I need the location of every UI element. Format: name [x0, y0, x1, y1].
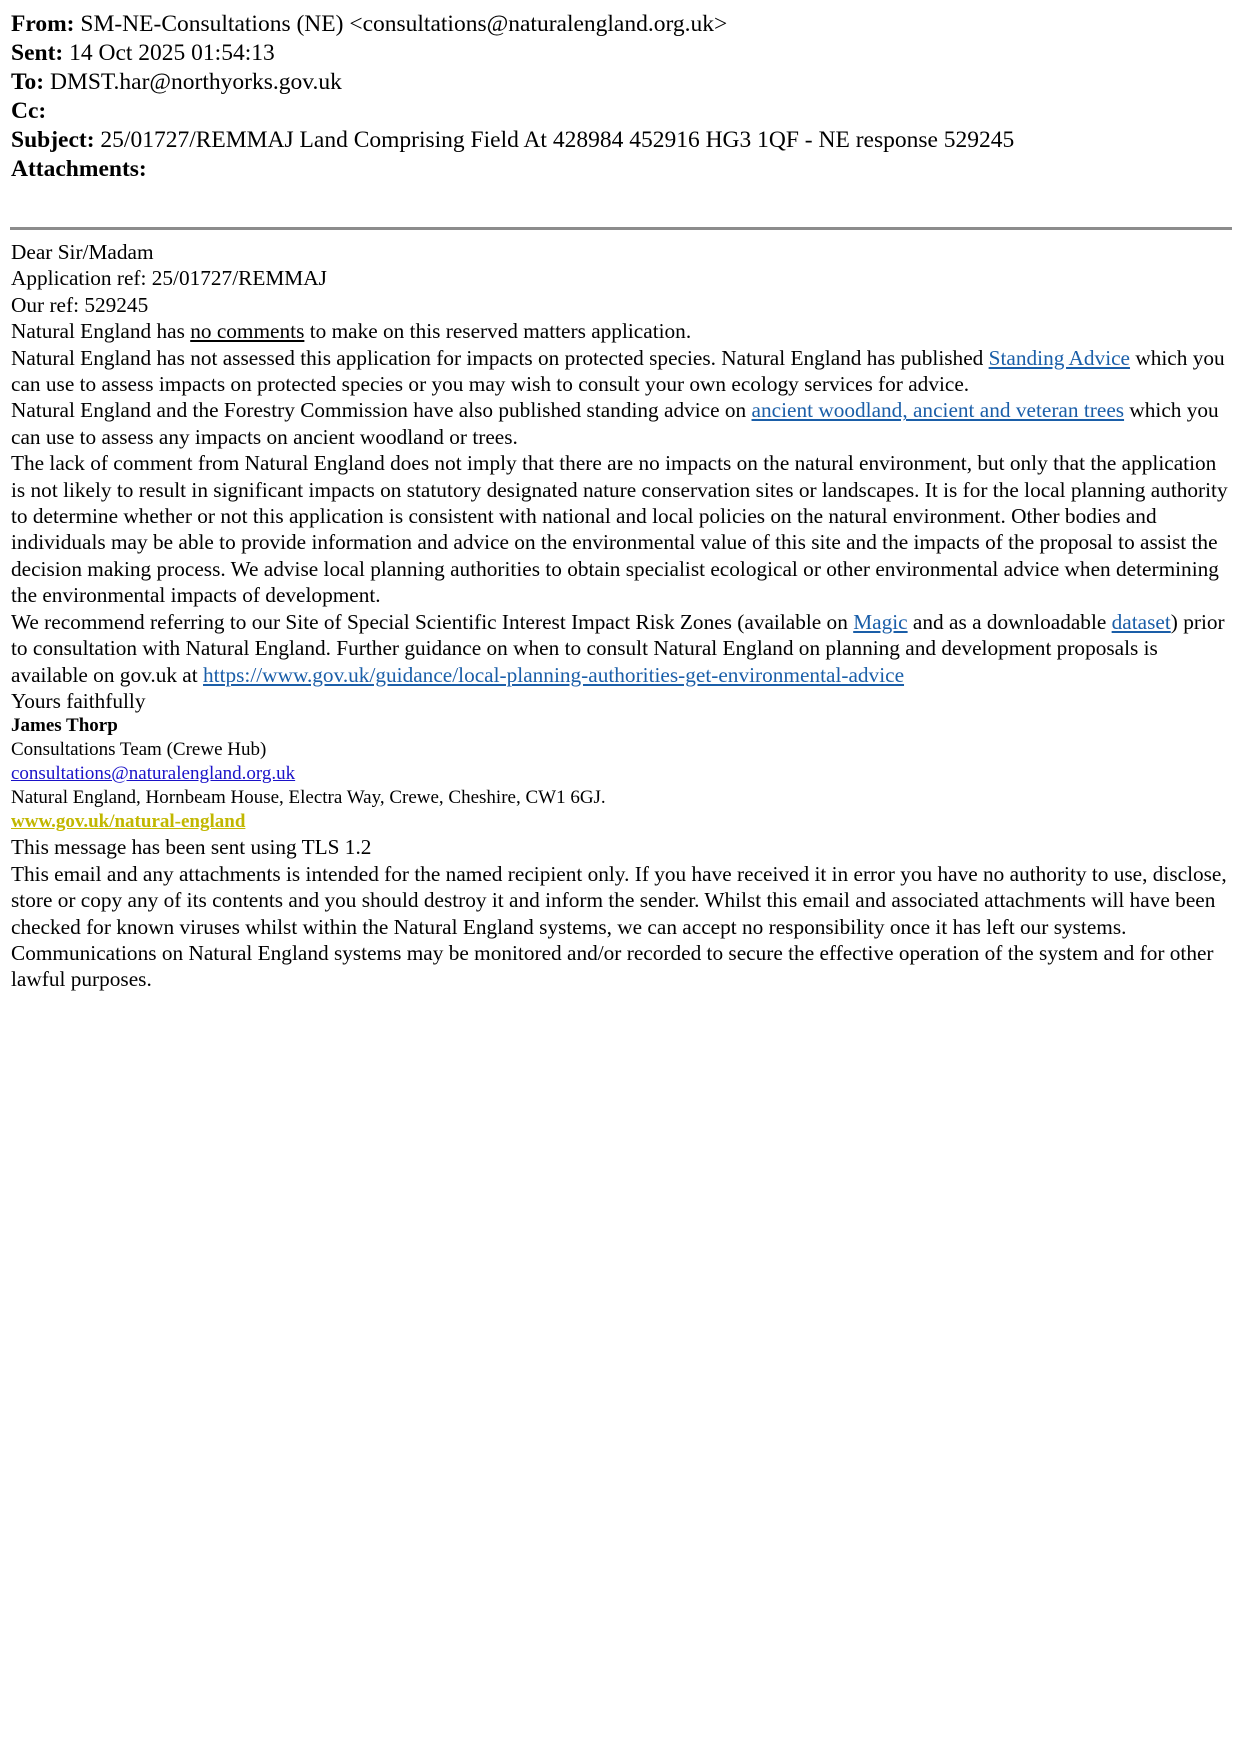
recommendation-paragraph — [11, 609, 1233, 688]
from-value: SM-NE-Consultations (NE) <consultations@naturalengland.org.uk> — [80, 11, 728, 37]
wood-text-a: Natural England and the Forestry Commission have also published standing advice on — [11, 398, 752, 423]
to-row — [11, 68, 1233, 97]
signature-team: Consultations Team (Crewe Hub) — [11, 739, 267, 761]
disclaimer: This email and any attachments is intended for the named recipient only. If you have received it in error you have no authority to use, disclose, store or copy any of its contents and you should destroy it and inform the sender. Whilst this email and associated attachments will have been checked for known viruses whilst within the Natural England systems, we can accept no responsibility once it has left our systems. Communications on Natural England systems may be monitored and/or recorded to secure the effective operation of the system and for other lawful purposes. — [11, 861, 1227, 992]
gov-guidance-link[interactable]: https://www.gov.uk/guidance/local-planning-authorities-get-environmental-advice — [203, 662, 905, 687]
no-comments-emphasis: no comments — [190, 319, 305, 344]
attachments-label: Attachments: — [11, 156, 147, 182]
cc-label: Cc: — [11, 98, 47, 124]
from-label: From: — [11, 11, 75, 37]
lack-of-comment-paragraph: The lack of comment from Natural England does not imply that there are no impacts on the natural environment, but only that the application is not likely to result in significant impacts on statutory designated nature conservation sites or landscapes. It is for the local planning authority to determine whether or not this application is consistent with national and local policies on the natural environment. Other bodies and individuals may be able to provide information and advice on the environmental value of this site and the impacts of the proposal to assist the decision making process. We advise local planning authorities to obtain specialist ecological or other environmental advice when determining the environmental impacts of development. — [11, 451, 1228, 608]
species-text-b: which you can use to assess impacts on protected species or you may wish to consult your own ecology services for advice. — [11, 345, 1225, 397]
no-comments-text-a: Natural England has — [11, 319, 191, 344]
rec-text-b: and as a downloadable — [907, 609, 1112, 634]
no-comments-paragraph — [11, 318, 1233, 344]
greeting: Dear Sir/Madam — [11, 240, 154, 264]
signature-block — [11, 714, 1233, 834]
to-value: DMST.har@northyorks.gov.uk — [49, 69, 342, 95]
rec-text-c: ) prior to consultation with Natural England. Further guidance on when to consult Natural England on planning and development proposals is available on gov.uk at — [11, 609, 1225, 687]
tls-notice: This message has been sent using TLS 1.2 — [11, 835, 372, 860]
ancient-woodland-paragraph — [11, 397, 1233, 450]
sent-row — [11, 39, 1233, 68]
email-document — [11, 10, 1233, 993]
sent-value: 14 Oct 2025 01:54:13 — [69, 40, 275, 66]
from-row — [11, 10, 1233, 39]
signature-email-link[interactable]: consultations@naturalengland.org.uk — [11, 763, 296, 785]
protected-species-paragraph — [11, 345, 1233, 398]
closing: Yours faithfully — [11, 688, 146, 713]
ancient-woodland-link[interactable]: ancient woodland, ancient and veteran trees — [751, 398, 1125, 423]
signature-address: Natural England, Hornbeam House, Electra Way, Crewe, Cheshire, CW1 6GJ. — [11, 787, 606, 809]
email-header — [11, 10, 1233, 184]
no-comments-text-b: to make on this reserved matters application. — [304, 319, 692, 344]
species-text-a: Natural England has not assessed this application for impacts on protected species. Natural England has published — [11, 345, 989, 370]
signature-website-link[interactable]: www.gov.uk/natural-england — [11, 811, 246, 833]
application-ref: Application ref: 25/01727/REMMAJ — [11, 266, 327, 291]
subject-row — [11, 126, 1233, 155]
to-label: To: — [11, 69, 45, 95]
header-divider — [10, 227, 1232, 230]
wood-text-b: which you can use to assess any impacts on ancient woodland or trees. — [11, 398, 1219, 449]
signature-name: James Thorp — [11, 715, 118, 737]
email-body — [11, 239, 1233, 993]
sent-label: Sent: — [11, 40, 64, 66]
subject-value: 25/01727/REMMAJ Land Comprising Field At 428984 452916 HG3 1QF - NE response 529245 — [100, 127, 1015, 153]
dataset-link[interactable]: dataset — [1111, 609, 1171, 634]
magic-link[interactable]: Magic — [853, 609, 908, 634]
standing-advice-link[interactable]: Standing Advice — [988, 345, 1131, 370]
rec-text-a: We recommend referring to our Site of Special Scientific Interest Impact Risk Zones (available on — [11, 609, 854, 634]
our-ref: Our ref: 529245 — [11, 292, 149, 317]
cc-row — [11, 97, 1233, 126]
subject-label: Subject: — [11, 127, 95, 153]
attachments-row — [11, 155, 1233, 184]
